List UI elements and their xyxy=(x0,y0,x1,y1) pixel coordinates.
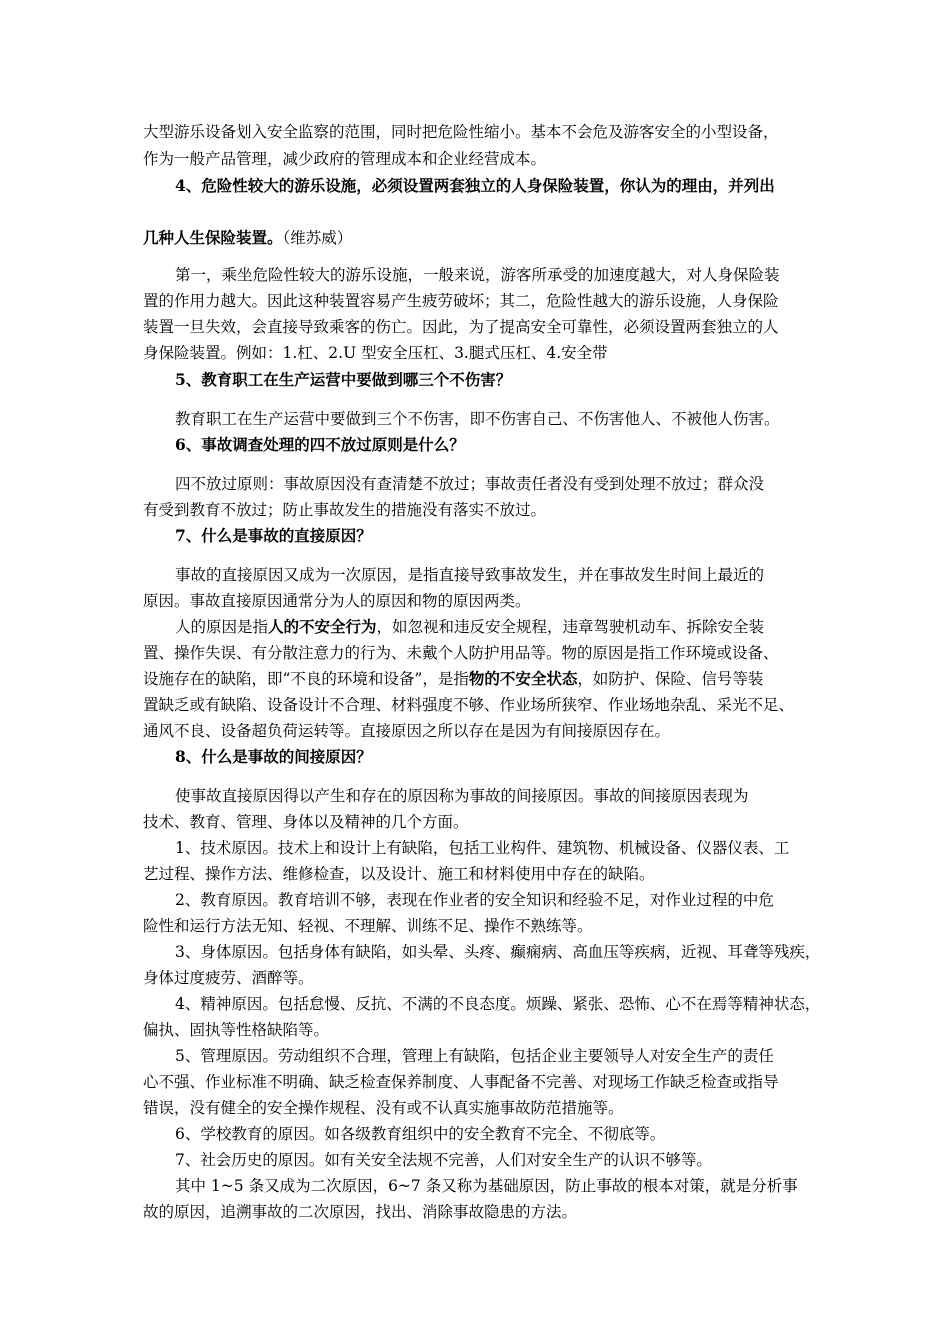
question-8-answer-line: 5、管理原因。劳动组织不合理，管理上有缺陷，包括企业主要领导人对安全生产的责任 xyxy=(175,1047,774,1065)
question-4-author-note: （维苏威） xyxy=(282,229,353,247)
question-8-answer-line: 使事故直接原因得以产生和存在的原因称为事故的间接原因。事故的间接原因表现为 xyxy=(175,787,749,805)
question-6-answer-line: 四不放过原则：事故原因没有查清楚不放过；事故责任者没有受到处理不放过；群众没 xyxy=(175,475,765,493)
question-7-answer-line: 原因。事故直接原因通常分为人的原因和物的原因两类。 xyxy=(143,592,531,610)
question-8-answer-line: 1、技术原因。技术上和设计上有缺陷，包括工业构件、建筑物、机械设备、仪器仪表、工 xyxy=(175,839,790,857)
question-8-answer-line: 险性和运行方法无知、轻视、不理解、训练不足、操作不熟练等。 xyxy=(143,917,593,935)
question-8-answer-line: 技术、教育、管理、身体以及精神的几个方面。 xyxy=(143,813,469,831)
question-8-answer-line: 故的原因，追溯事故的二次原因，找出、消除事故隐患的方法。 xyxy=(143,1203,578,1221)
text-span: 设施存在的缺陷，即“不良的环境和设备”，是指 xyxy=(143,670,469,688)
question-5-heading: 5、教育职工在生产运营中要做到哪三个不伤害？ xyxy=(175,370,512,389)
question-6-answer-line: 有受到教育不放过；防止事故发生的措施没有落实不放过。 xyxy=(143,501,547,519)
question-4-heading-continued xyxy=(143,227,352,249)
question-8-answer-line: 4、精神原因。包括怠慢、反抗、不满的不良态度。烦躁、紧张、恐怖、心不在焉等精神状态， xyxy=(175,995,821,1013)
question-8-heading: 8、什么是事故的间接原因？ xyxy=(175,747,372,766)
text-span: ，如忽视和违反安全规程，违章驾驶机动车、拆除安全装 xyxy=(376,618,765,636)
emphasis-unsafe-behavior: 人的不安全行为 xyxy=(268,617,377,636)
text-span: ，如防护、保险、信号等装 xyxy=(577,670,764,688)
question-4-answer-line: 置的作用力越大。因此这种装置容易产生疲劳破坏；其二，危险性越大的游乐设施，人身保险 xyxy=(143,292,779,310)
question-8-answer-line: 3、身体原因。包括身体有缺陷，如头晕、头疼、癫痫病、高血压等疾病，近视、耳聋等残疾， xyxy=(175,943,821,961)
intro-line-2: 作为一般产品管理，减少政府的管理成本和企业经营成本。 xyxy=(143,150,547,168)
question-4-heading-tail: 几种人生保险装置。 xyxy=(143,228,283,247)
question-8-answer-line: 心不强、作业标准不明确、缺乏检查保养制度、人事配备不完善、对现场工作缺乏检查或指导 xyxy=(143,1073,779,1091)
question-4-answer-line: 装置一旦失效，会直接导致乘客的伤亡。因此，为了提高安全可靠性，必须设置两套独立的人 xyxy=(143,318,779,336)
question-7-answer-line: 通风不良、设备超负荷运转等。直接原因之所以存在是因为有间接原因存在。 xyxy=(143,722,671,740)
question-5-answer: 教育职工在生产运营中要做到三个不伤害，即不伤害自己、不伤害他人、不被他人伤害。 xyxy=(175,410,780,428)
question-4-answer-line: 身保险装置。例如：1.杠、2.U 型安全压杠、3.腿式压杠、4.安全带 xyxy=(143,344,608,362)
question-8-answer-line: 7、社会历史的原因。如有关安全法规不完善，人们对安全生产的认识不够等。 xyxy=(175,1151,712,1169)
question-7-answer-line: 事故的直接原因又成为一次原因，是指直接导致事故发生，并在事故发生时间上最近的 xyxy=(175,566,765,584)
question-8-answer-line: 偏执、固执等性格缺陷等。 xyxy=(143,1021,330,1039)
question-7-answer-line xyxy=(143,668,763,690)
question-8-answer-line: 其中 1~5 条又成为二次原因，6~7 条又称为基础原因，防止事故的根本对策，就是分析事 xyxy=(175,1177,798,1195)
question-7-answer-line: 置缺乏或有缺陷、设备设计不合理、材料强度不够、作业场所狭窄、作业场地杂乱、采光不足、 xyxy=(143,696,795,714)
emphasis-unsafe-condition: 物的不安全状态 xyxy=(468,669,578,688)
question-8-answer-line: 2、教育原因。教育培训不够，表现在作业者的安全知识和经验不足，对作业过程的中危 xyxy=(175,891,774,909)
question-4-answer-line: 第一，乘坐危险性较大的游乐设施，一般来说，游客所承受的加速度越大，对人身保险装 xyxy=(175,266,780,284)
intro-line-1: 大型游乐设备划入安全监察的范围，同时把危险性缩小。基本不会危及游客安全的小型设备， xyxy=(143,123,779,141)
question-8-answer-line: 艺过程、操作方法、维修检查，以及设计、施工和材料使用中存在的缺陷。 xyxy=(143,865,655,883)
question-8-answer-line: 身体过度疲劳、酒醉等。 xyxy=(143,969,314,987)
question-4-heading: 4、危险性较大的游乐设施，必须设置两套独立的人身保险装置，你认为的理由，并列出 xyxy=(175,176,775,195)
text-span: 人的原因是指 xyxy=(175,618,269,636)
question-7-answer-line: 置、操作失误、有分散注意力的行为、未戴个人防护用品等。物的原因是指工作环境或设备、 xyxy=(143,644,779,662)
question-7-answer-line xyxy=(175,616,764,638)
question-7-heading: 7、什么是事故的直接原因？ xyxy=(175,526,372,545)
question-8-answer-line: 6、学校教育的原因。如各级教育组织中的安全教育不完全、不彻底等。 xyxy=(175,1125,666,1143)
question-8-answer-line: 错误，没有健全的安全操作规程、没有或不认真实施事故防范措施等。 xyxy=(143,1099,624,1117)
question-6-heading: 6、事故调查处理的四不放过原则是什么？ xyxy=(175,435,465,454)
